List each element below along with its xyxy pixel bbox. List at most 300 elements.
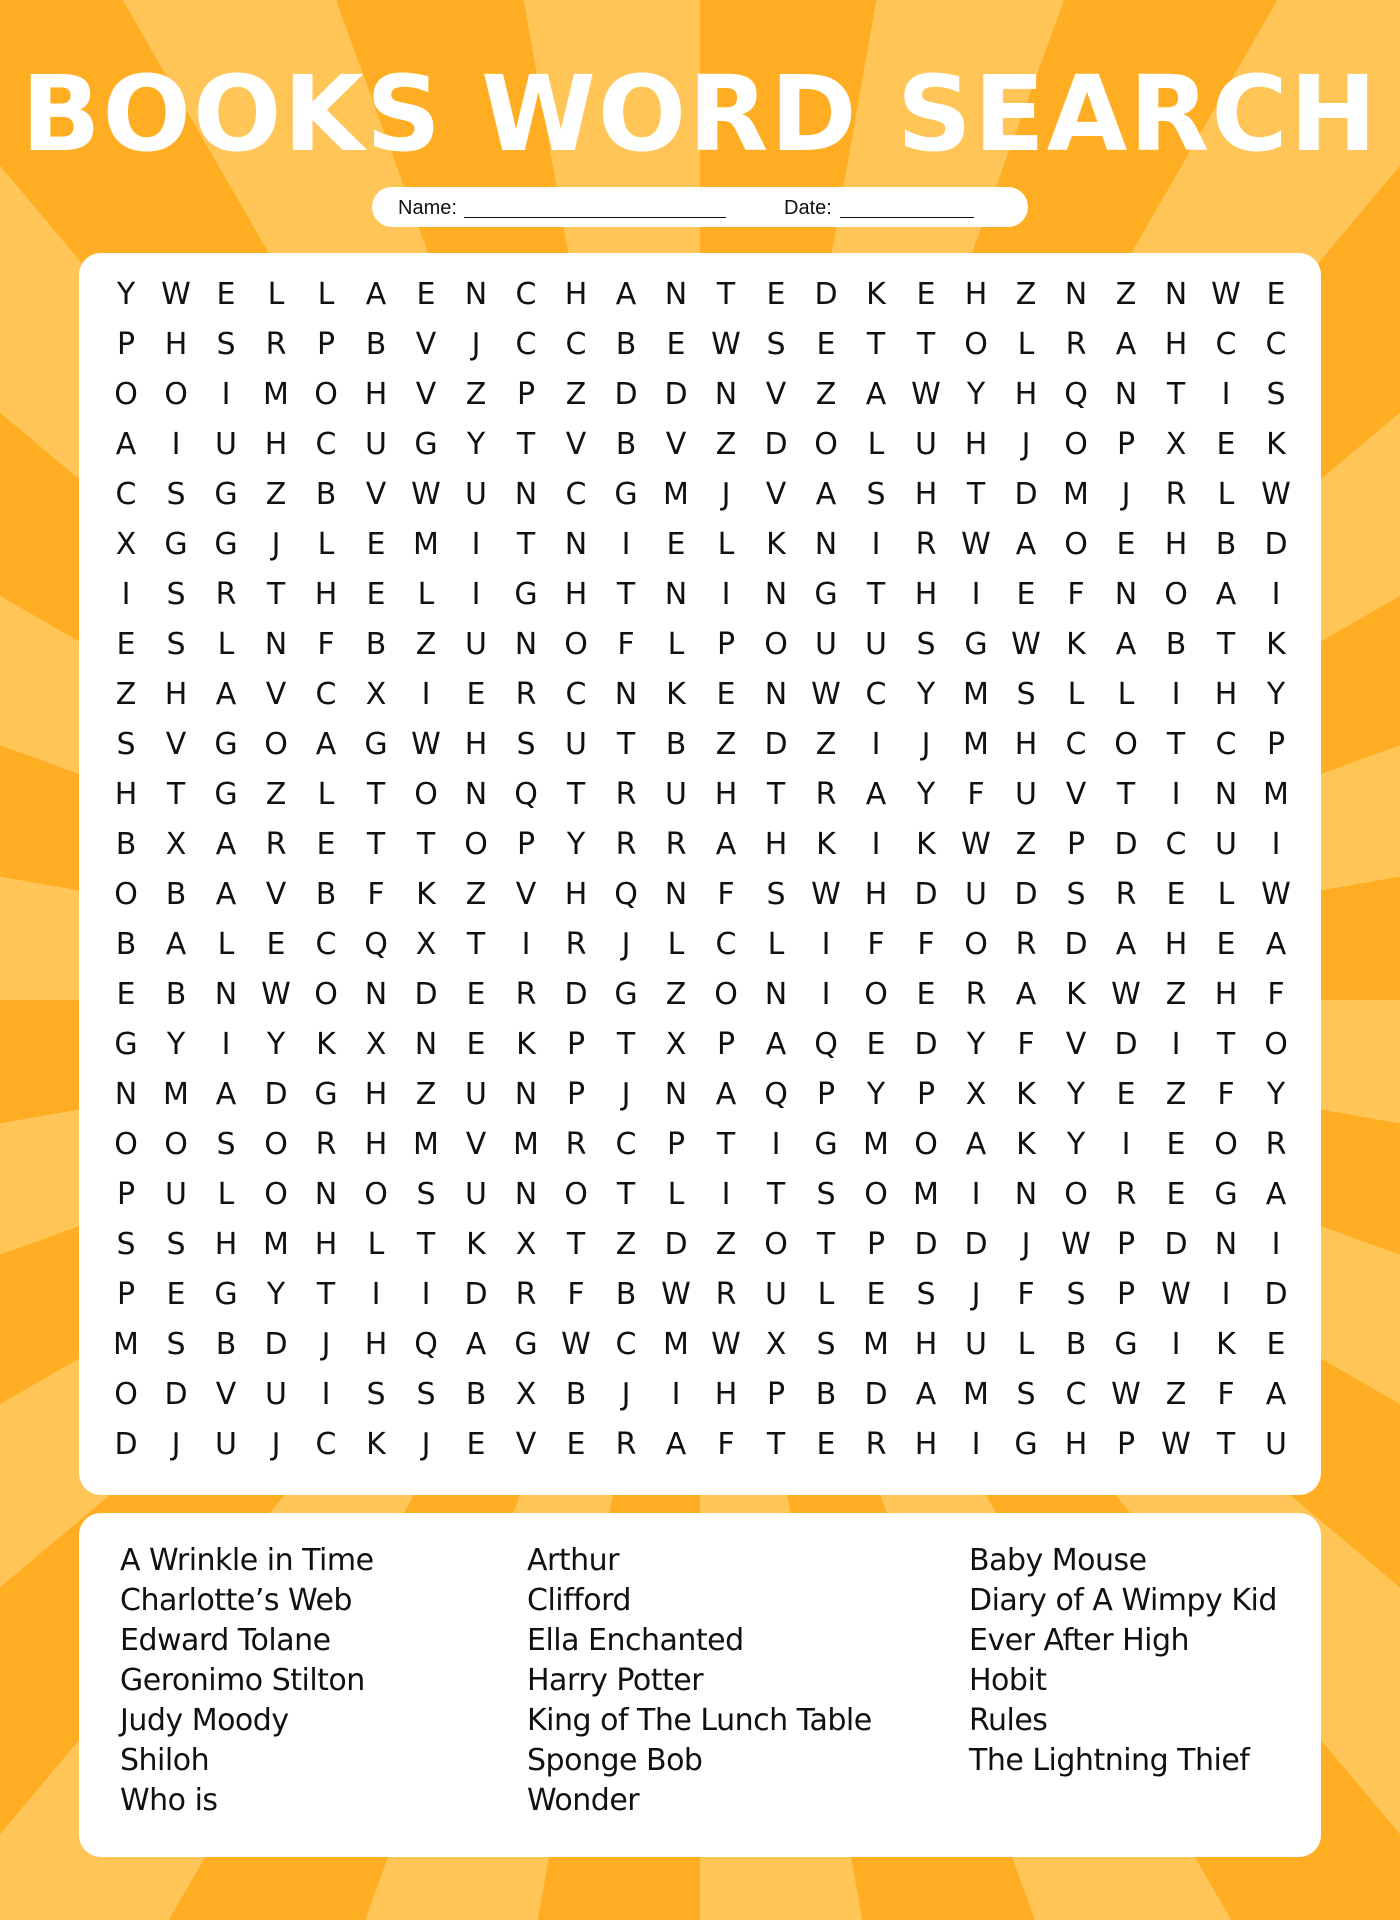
grid-letter[interactable]: M [1263,776,1289,812]
grid-letter[interactable]: I [1271,826,1281,862]
grid-letter[interactable]: U [815,626,837,662]
grid-letter[interactable]: O [814,426,838,462]
grid-letter[interactable]: O [1064,426,1088,462]
grid-letter[interactable]: R [665,826,687,862]
grid-letter[interactable]: H [1014,376,1038,412]
grid-letter[interactable]: D [764,426,788,462]
grid-letter[interactable]: W [411,476,441,512]
grid-letter[interactable]: C [715,926,737,962]
grid-letter[interactable]: M [663,1326,689,1362]
grid-letter[interactable]: N [814,526,838,562]
grid-letter[interactable]: F [967,776,985,812]
grid-letter[interactable]: G [814,1126,838,1162]
grid-letter[interactable]: L [1067,676,1085,712]
grid-letter[interactable]: Q [614,876,638,912]
grid-letter[interactable]: E [916,976,936,1012]
grid-letter[interactable]: T [566,776,586,812]
grid-letter[interactable]: Y [966,376,986,412]
grid-letter[interactable]: U [465,626,487,662]
grid-letter[interactable]: Z [465,876,487,912]
grid-letter[interactable]: B [365,326,387,362]
grid-letter[interactable]: Z [115,676,137,712]
grid-letter[interactable]: A [865,776,887,812]
grid-letter[interactable]: P [116,1276,136,1312]
grid-letter[interactable]: J [921,726,931,762]
grid-letter[interactable]: A [915,1376,937,1412]
grid-letter[interactable]: Y [566,826,586,862]
grid-letter[interactable]: T [1166,726,1186,762]
grid-letter[interactable]: E [1266,276,1286,312]
grid-letter[interactable]: H [1064,1426,1088,1462]
grid-letter[interactable]: W [711,1326,741,1362]
grid-letter[interactable]: Q [514,776,538,812]
grid-letter[interactable]: E [1166,876,1186,912]
grid-letter[interactable]: H [964,276,988,312]
grid-letter[interactable]: V [415,376,437,412]
grid-letter[interactable]: G [114,1026,138,1062]
grid-letter[interactable]: L [867,426,885,462]
grid-letter[interactable]: P [1116,426,1136,462]
grid-letter[interactable]: O [114,1126,138,1162]
grid-letter[interactable]: P [566,1076,586,1112]
grid-letter[interactable]: D [564,976,588,1012]
grid-letter[interactable]: Z [415,1076,437,1112]
grid-letter[interactable]: S [1066,876,1086,912]
grid-letter[interactable]: R [615,776,637,812]
grid-letter[interactable]: Z [265,776,287,812]
grid-letter[interactable]: L [667,626,685,662]
grid-letter[interactable]: D [114,1426,138,1462]
grid-letter[interactable]: P [766,1376,786,1412]
grid-letter[interactable]: H [714,1376,738,1412]
grid-letter[interactable]: E [1266,1326,1286,1362]
grid-letter[interactable]: N [514,626,538,662]
grid-letter[interactable]: O [364,1176,388,1212]
grid-letter[interactable]: I [221,376,231,412]
grid-letter[interactable]: G [814,576,838,612]
grid-letter[interactable]: D [1264,526,1288,562]
grid-letter[interactable]: M [663,476,689,512]
grid-letter[interactable]: S [916,1276,936,1312]
grid-letter[interactable]: P [516,376,536,412]
grid-letter[interactable]: O [564,626,588,662]
grid-letter[interactable]: S [166,1326,186,1362]
grid-letter[interactable]: T [566,1226,586,1262]
grid-letter[interactable]: C [1265,326,1287,362]
grid-letter[interactable]: L [1217,876,1235,912]
grid-letter[interactable]: V [565,426,587,462]
grid-letter[interactable]: M [863,1326,889,1362]
grid-letter[interactable]: I [871,826,881,862]
grid-letter[interactable]: E [216,276,236,312]
grid-letter[interactable]: L [1117,676,1135,712]
grid-letter[interactable]: H [864,876,888,912]
grid-letter[interactable]: H [914,476,938,512]
grid-letter[interactable]: D [1014,476,1038,512]
grid-letter[interactable]: W [711,326,741,362]
grid-letter[interactable]: G [164,526,188,562]
grid-letter[interactable]: Z [1165,1376,1187,1412]
grid-letter[interactable]: O [114,376,138,412]
grid-letter[interactable]: F [1067,576,1085,612]
grid-letter[interactable]: U [1265,1426,1287,1462]
grid-letter[interactable]: E [1116,526,1136,562]
grid-letter[interactable]: C [615,1326,637,1362]
grid-letter[interactable]: P [516,826,536,862]
grid-letter[interactable]: T [416,826,436,862]
grid-letter[interactable]: U [565,726,587,762]
grid-letter[interactable]: C [565,676,587,712]
grid-letter[interactable]: B [1215,526,1237,562]
grid-letter[interactable]: H [464,726,488,762]
grid-letter[interactable]: H [114,776,138,812]
grid-letter[interactable]: W [1161,1426,1191,1462]
grid-letter[interactable]: L [667,1176,685,1212]
grid-letter[interactable]: V [515,876,537,912]
grid-letter[interactable]: V [765,376,787,412]
grid-letter[interactable]: F [1267,976,1285,1012]
grid-letter[interactable]: G [214,726,238,762]
grid-letter[interactable]: O [264,1126,288,1162]
grid-letter[interactable]: O [164,376,188,412]
grid-letter[interactable]: I [871,726,881,762]
grid-letter[interactable]: K [1216,1326,1236,1362]
grid-letter[interactable]: K [1266,626,1286,662]
grid-letter[interactable]: A [1115,326,1137,362]
grid-letter[interactable]: O [414,776,438,812]
grid-letter[interactable]: I [721,576,731,612]
grid-letter[interactable]: N [664,576,688,612]
grid-letter[interactable]: O [914,1126,938,1162]
grid-letter[interactable]: I [871,526,881,562]
grid-letter[interactable]: A [765,1026,787,1062]
grid-letter[interactable]: L [317,526,335,562]
grid-letter[interactable]: B [365,626,387,662]
grid-letter[interactable]: G [214,776,238,812]
grid-letter[interactable]: J [421,1426,431,1462]
grid-letter[interactable]: H [564,876,588,912]
grid-letter[interactable]: T [766,1176,786,1212]
grid-letter[interactable]: M [913,1176,939,1212]
grid-letter[interactable]: Y [866,1076,886,1112]
grid-letter[interactable]: T [966,476,986,512]
grid-letter[interactable]: P [716,626,736,662]
grid-letter[interactable]: L [317,276,335,312]
grid-letter[interactable]: C [1065,726,1087,762]
grid-letter[interactable]: N [664,276,688,312]
grid-letter[interactable]: N [1114,376,1138,412]
name-write-line[interactable] [464,217,726,218]
grid-letter[interactable]: L [717,526,735,562]
grid-letter[interactable]: E [916,276,936,312]
grid-letter[interactable]: Q [1064,376,1088,412]
grid-letter[interactable]: X [365,1026,387,1062]
grid-letter[interactable]: P [1116,1426,1136,1462]
grid-letter[interactable]: R [1115,1176,1137,1212]
grid-letter[interactable]: F [717,876,735,912]
grid-letter[interactable]: X [1165,426,1187,462]
grid-letter[interactable]: X [115,526,137,562]
grid-letter[interactable]: R [715,1276,737,1312]
grid-letter[interactable]: L [217,626,235,662]
grid-letter[interactable]: U [165,1176,187,1212]
grid-letter[interactable]: Y [266,1026,286,1062]
grid-letter[interactable]: M [263,376,289,412]
grid-letter[interactable]: T [516,426,536,462]
grid-letter[interactable]: S [866,476,886,512]
grid-letter[interactable]: W [161,276,191,312]
grid-letter[interactable]: J [621,1376,631,1412]
grid-letter[interactable]: M [413,526,439,562]
grid-letter[interactable]: U [215,426,237,462]
grid-letter[interactable]: K [316,1026,336,1062]
grid-letter[interactable]: G [614,476,638,512]
grid-letter[interactable]: D [664,1226,688,1262]
grid-letter[interactable]: O [864,976,888,1012]
grid-letter[interactable]: E [716,676,736,712]
grid-letter[interactable]: C [315,1426,337,1462]
grid-letter[interactable]: O [464,826,488,862]
grid-letter[interactable]: W [1261,876,1291,912]
grid-letter[interactable]: S [766,326,786,362]
grid-letter[interactable]: R [515,676,537,712]
grid-letter[interactable]: D [1264,1276,1288,1312]
grid-letter[interactable]: U [465,476,487,512]
grid-letter[interactable]: A [215,826,237,862]
grid-letter[interactable]: S [1266,376,1286,412]
grid-letter[interactable]: E [466,976,486,1012]
grid-letter[interactable]: F [617,626,635,662]
grid-letter[interactable]: O [114,876,138,912]
grid-letter[interactable]: I [1121,1126,1131,1162]
grid-letter[interactable]: N [1114,576,1138,612]
grid-letter[interactable]: S [116,726,136,762]
grid-letter[interactable]: D [1114,1026,1138,1062]
grid-letter[interactable]: T [766,1426,786,1462]
grid-letter[interactable]: K [1266,426,1286,462]
grid-letter[interactable]: N [414,1026,438,1062]
grid-letter[interactable]: U [215,1426,237,1462]
grid-letter[interactable]: C [565,476,587,512]
grid-letter[interactable]: U [915,426,937,462]
grid-letter[interactable]: O [1114,726,1138,762]
grid-letter[interactable]: W [561,1326,591,1362]
grid-letter[interactable]: N [564,526,588,562]
date-write-line[interactable] [840,217,974,218]
grid-letter[interactable]: R [565,926,587,962]
grid-letter[interactable]: D [864,1376,888,1412]
grid-letter[interactable]: P [666,1126,686,1162]
grid-letter[interactable]: T [616,726,636,762]
grid-letter[interactable]: N [764,976,788,1012]
grid-letter[interactable]: B [115,826,137,862]
grid-letter[interactable]: E [666,526,686,562]
grid-letter[interactable]: N [664,876,688,912]
grid-letter[interactable]: M [113,1326,139,1362]
grid-letter[interactable]: O [114,1376,138,1412]
grid-letter[interactable]: X [515,1376,537,1412]
grid-letter[interactable]: W [961,826,991,862]
grid-letter[interactable]: U [965,1326,987,1362]
grid-letter[interactable]: M [163,1076,189,1112]
grid-letter[interactable]: C [865,676,887,712]
grid-letter[interactable]: C [565,326,587,362]
grid-letter[interactable]: P [566,1026,586,1062]
grid-letter[interactable]: A [1015,526,1037,562]
grid-letter[interactable]: N [214,976,238,1012]
grid-letter[interactable]: J [621,1076,631,1112]
grid-letter[interactable]: V [215,1376,237,1412]
grid-letter[interactable]: U [765,1276,787,1312]
grid-letter[interactable]: X [365,676,387,712]
grid-letter[interactable]: S [1016,1376,1036,1412]
grid-letter[interactable]: A [815,476,837,512]
grid-letter[interactable]: Q [764,1076,788,1112]
grid-letter[interactable]: U [865,626,887,662]
grid-letter[interactable]: A [1265,1176,1287,1212]
grid-letter[interactable]: T [1116,776,1136,812]
grid-letter[interactable]: E [1166,1176,1186,1212]
grid-letter[interactable]: W [811,676,841,712]
grid-letter[interactable]: H [914,1426,938,1462]
grid-letter[interactable]: I [1171,776,1181,812]
grid-letter[interactable]: V [415,326,437,362]
grid-letter[interactable]: Z [1015,826,1037,862]
grid-letter[interactable]: I [121,576,131,612]
grid-letter[interactable]: N [614,676,638,712]
grid-letter[interactable]: W [1061,1226,1091,1262]
grid-letter[interactable]: P [116,1176,136,1212]
grid-letter[interactable]: I [471,526,481,562]
grid-letter[interactable]: U [665,776,687,812]
grid-letter[interactable]: R [615,1426,637,1462]
grid-letter[interactable]: R [1165,476,1187,512]
grid-letter[interactable]: H [314,576,338,612]
grid-letter[interactable]: C [515,326,537,362]
grid-letter[interactable]: W [411,726,441,762]
grid-letter[interactable]: W [911,376,941,412]
grid-letter[interactable]: Y [1066,1126,1086,1162]
grid-letter[interactable]: T [1166,376,1186,412]
grid-letter[interactable]: J [1021,426,1031,462]
grid-letter[interactable]: K [1066,976,1086,1012]
grid-letter[interactable]: F [317,626,335,662]
grid-letter[interactable]: D [164,1376,188,1412]
grid-letter[interactable]: S [166,576,186,612]
grid-letter[interactable]: S [166,1226,186,1262]
grid-letter[interactable]: B [615,426,637,462]
grid-letter[interactable]: P [716,1026,736,1062]
grid-letter[interactable]: T [1216,1026,1236,1062]
grid-letter[interactable]: E [466,1426,486,1462]
grid-letter[interactable]: C [1215,326,1237,362]
grid-letter[interactable]: V [1065,1026,1087,1062]
grid-letter[interactable]: D [1064,926,1088,962]
grid-letter[interactable]: P [1066,826,1086,862]
grid-letter[interactable]: O [314,976,338,1012]
grid-letter[interactable]: G [214,526,238,562]
grid-letter[interactable]: R [265,826,287,862]
grid-letter[interactable]: V [765,476,787,512]
grid-letter[interactable]: F [1017,1276,1035,1312]
grid-letter[interactable]: A [215,1076,237,1112]
grid-letter[interactable]: H [564,276,588,312]
grid-letter[interactable]: D [664,376,688,412]
grid-letter[interactable]: S [1066,1276,1086,1312]
grid-letter[interactable]: M [413,1126,439,1162]
grid-letter[interactable]: L [667,926,685,962]
grid-letter[interactable]: I [371,1276,381,1312]
grid-letter[interactable]: F [867,926,885,962]
grid-letter[interactable]: G [614,976,638,1012]
grid-letter[interactable]: I [821,926,831,962]
grid-letter[interactable]: O [764,1226,788,1262]
grid-letter[interactable]: T [1216,626,1236,662]
grid-letter[interactable]: L [217,926,235,962]
grid-letter[interactable]: B [165,876,187,912]
grid-letter[interactable]: S [816,1326,836,1362]
grid-letter[interactable]: J [271,1426,281,1462]
grid-letter[interactable]: T [366,776,386,812]
grid-letter[interactable]: M [963,676,989,712]
grid-letter[interactable]: W [1211,276,1241,312]
grid-letter[interactable]: A [115,426,137,462]
grid-letter[interactable]: N [514,1076,538,1112]
grid-letter[interactable]: Z [715,1226,737,1262]
grid-letter[interactable]: P [1116,1226,1136,1262]
grid-letter[interactable]: T [266,576,286,612]
grid-letter[interactable]: C [115,476,137,512]
grid-letter[interactable]: O [264,1176,288,1212]
grid-letter[interactable]: Y [1066,1076,1086,1112]
grid-letter[interactable]: K [1066,626,1086,662]
grid-letter[interactable]: D [964,1226,988,1262]
grid-letter[interactable]: C [315,926,337,962]
grid-letter[interactable]: A [215,676,237,712]
grid-letter[interactable]: R [915,526,937,562]
grid-letter[interactable]: O [1214,1126,1238,1162]
grid-letter[interactable]: J [171,1426,181,1462]
grid-letter[interactable]: H [1214,976,1238,1012]
grid-letter[interactable]: O [1264,1026,1288,1062]
grid-letter[interactable]: M [263,1226,289,1262]
grid-letter[interactable]: A [665,1426,687,1462]
grid-letter[interactable]: G [214,1276,238,1312]
grid-letter[interactable]: L [317,776,335,812]
grid-letter[interactable]: I [821,976,831,1012]
grid-letter[interactable]: E [116,976,136,1012]
grid-letter[interactable]: H [764,826,788,862]
grid-letter[interactable]: Z [615,1226,637,1262]
grid-letter[interactable]: H [1214,676,1238,712]
grid-letter[interactable]: E [666,326,686,362]
grid-letter[interactable]: S [366,1376,386,1412]
grid-letter[interactable]: I [221,1026,231,1062]
grid-letter[interactable]: B [665,726,687,762]
grid-letter[interactable]: W [1161,1276,1191,1312]
grid-letter[interactable]: E [1116,1076,1136,1112]
grid-letter[interactable]: H [314,1226,338,1262]
grid-letter[interactable]: T [516,526,536,562]
grid-letter[interactable]: I [1271,1226,1281,1262]
grid-letter[interactable]: H [164,676,188,712]
grid-letter[interactable]: Z [465,376,487,412]
grid-letter[interactable]: G [214,476,238,512]
grid-letter[interactable]: S [516,726,536,762]
grid-letter[interactable]: S [1016,676,1036,712]
grid-letter[interactable]: J [621,926,631,962]
grid-letter[interactable]: N [114,1076,138,1112]
